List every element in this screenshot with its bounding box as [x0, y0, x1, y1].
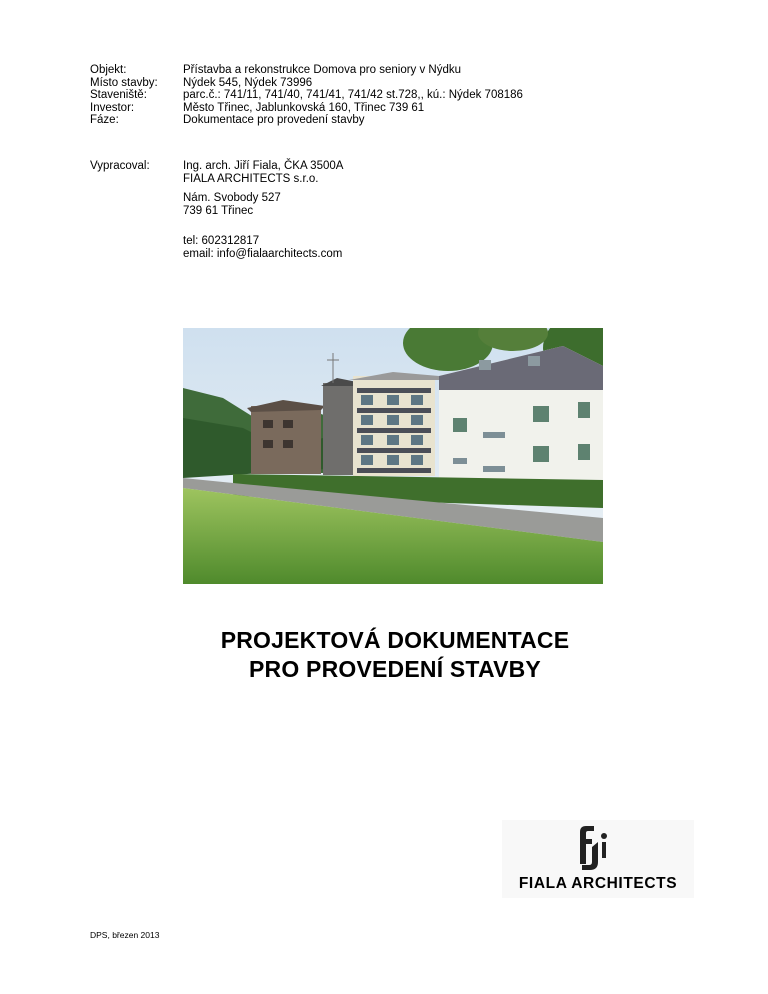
logo-text: FIALA ARCHITECTS — [518, 875, 678, 892]
label-vypracoval: Vypracoval: — [90, 160, 150, 172]
label-investor: Investor: — [90, 101, 135, 114]
value-staveniste: parc.č.: 741/11, 741/40, 741/41, 741/42 st.728,, kú.: Nýdek 708186 — [183, 89, 523, 102]
address-street: Nám. Svobody 527 — [183, 192, 281, 204]
value-faze: Dokumentace pro provedení stavby — [183, 114, 365, 127]
value-investor: Město Třinec, Jablunkovská 160, Třinec 739 61 — [183, 101, 425, 114]
label-faze: Fáze: — [90, 114, 119, 127]
building-photo — [183, 328, 603, 584]
document-title — [140, 626, 650, 684]
value-misto-stavby: Nýdek 545, Nýdek 73996 — [183, 76, 313, 89]
address-city: 739 61 Třinec — [183, 204, 254, 217]
label-misto-stavby: Místo stavby: — [90, 76, 158, 89]
contact-phone: tel: 602312817 — [183, 235, 260, 247]
value-objekt: Přístavba a rekonstrukce Domova pro seniory v Nýdku — [183, 64, 462, 76]
contact-email: email: info@fialaarchitects.com — [183, 247, 343, 260]
title-line-2: PRO PROVEDENÍ STAVBY — [249, 656, 541, 682]
footer-date: DPS, březen 2013 — [90, 930, 160, 940]
label-objekt: Objekt: — [90, 64, 127, 76]
author-name: Ing. arch. Jiří Fiala, ČKA 3500A — [183, 160, 344, 172]
title-line-1: PROJEKTOVÁ DOKUMENTACE — [220, 627, 570, 653]
project-info — [0, 0, 768, 330]
label-staveniste: Staveniště: — [90, 89, 147, 102]
company-name: FIALA ARCHITECTS s.r.o. — [183, 172, 319, 185]
